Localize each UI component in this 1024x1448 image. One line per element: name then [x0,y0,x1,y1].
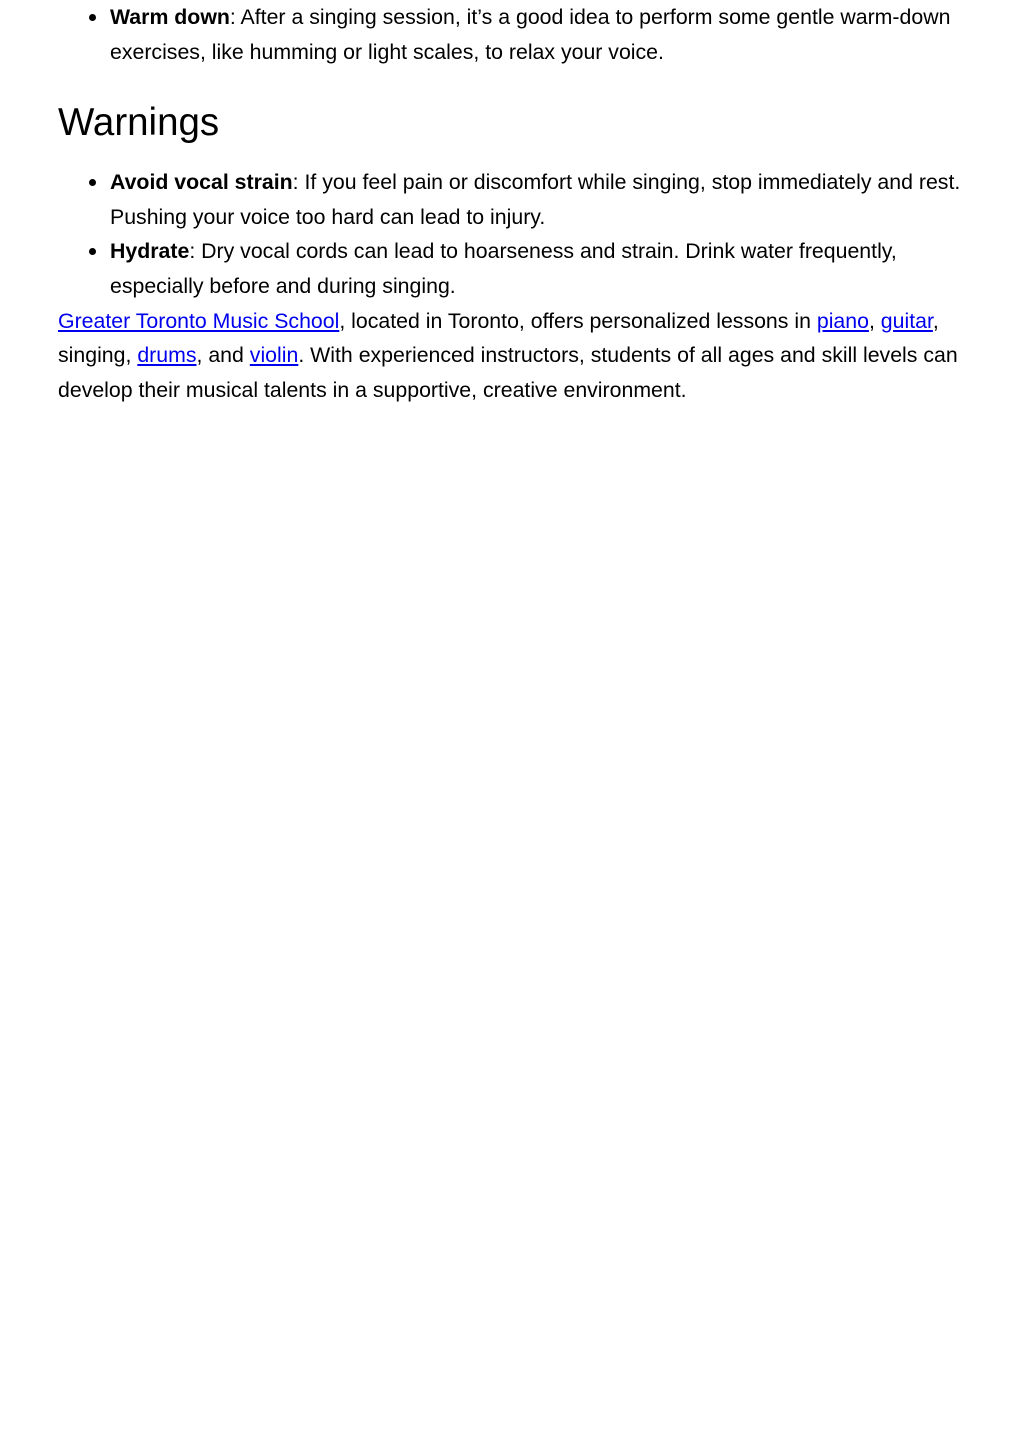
piano-link[interactable]: piano [816,308,869,333]
list-item-text: : After a singing session, it’s a good idea to perform some gentle warm-down exercises, like humming or light scales, to relax your voice. [110,5,951,64]
list-item [110,165,966,234]
promo-separator: , [868,308,881,333]
promo-text: , and [196,343,250,368]
promo-text: . With experienced instructors, students of all ages and skill levels can develop their musical talents in a supportive, creative environment. [58,343,958,402]
list-item [110,234,966,303]
drums-link[interactable]: drums [137,343,197,368]
violin-link[interactable]: violin [249,343,299,368]
list-item-term: Avoid vocal strain [110,170,293,195]
warnings-list [58,165,966,303]
guitar-link[interactable]: guitar [880,308,933,333]
bullet-icon [89,248,96,255]
school-promo-paragraph [58,304,966,408]
tips-list [58,0,966,69]
list-item-text: : If you feel pain or discomfort while singing, stop immediately and rest. Pushing your voice too hard can lead to injury. [110,170,961,229]
promo-text: , singing, [58,308,939,368]
promo-text: , located in Toronto, offers personalized lessons in [339,308,817,333]
warnings-heading: Warnings [58,101,220,145]
school-link[interactable]: Greater Toronto Music School [58,308,340,333]
list-item [110,0,966,69]
list-item-term: Warm down [110,5,230,29]
bullet-icon [89,14,96,21]
document-page [0,0,1024,407]
list-item-text: : Dry vocal cords can lead to hoarseness and strain. Drink water frequently, especially before and during singing. [110,239,897,298]
list-item-term: Hydrate [110,239,190,264]
bullet-icon [89,179,96,186]
